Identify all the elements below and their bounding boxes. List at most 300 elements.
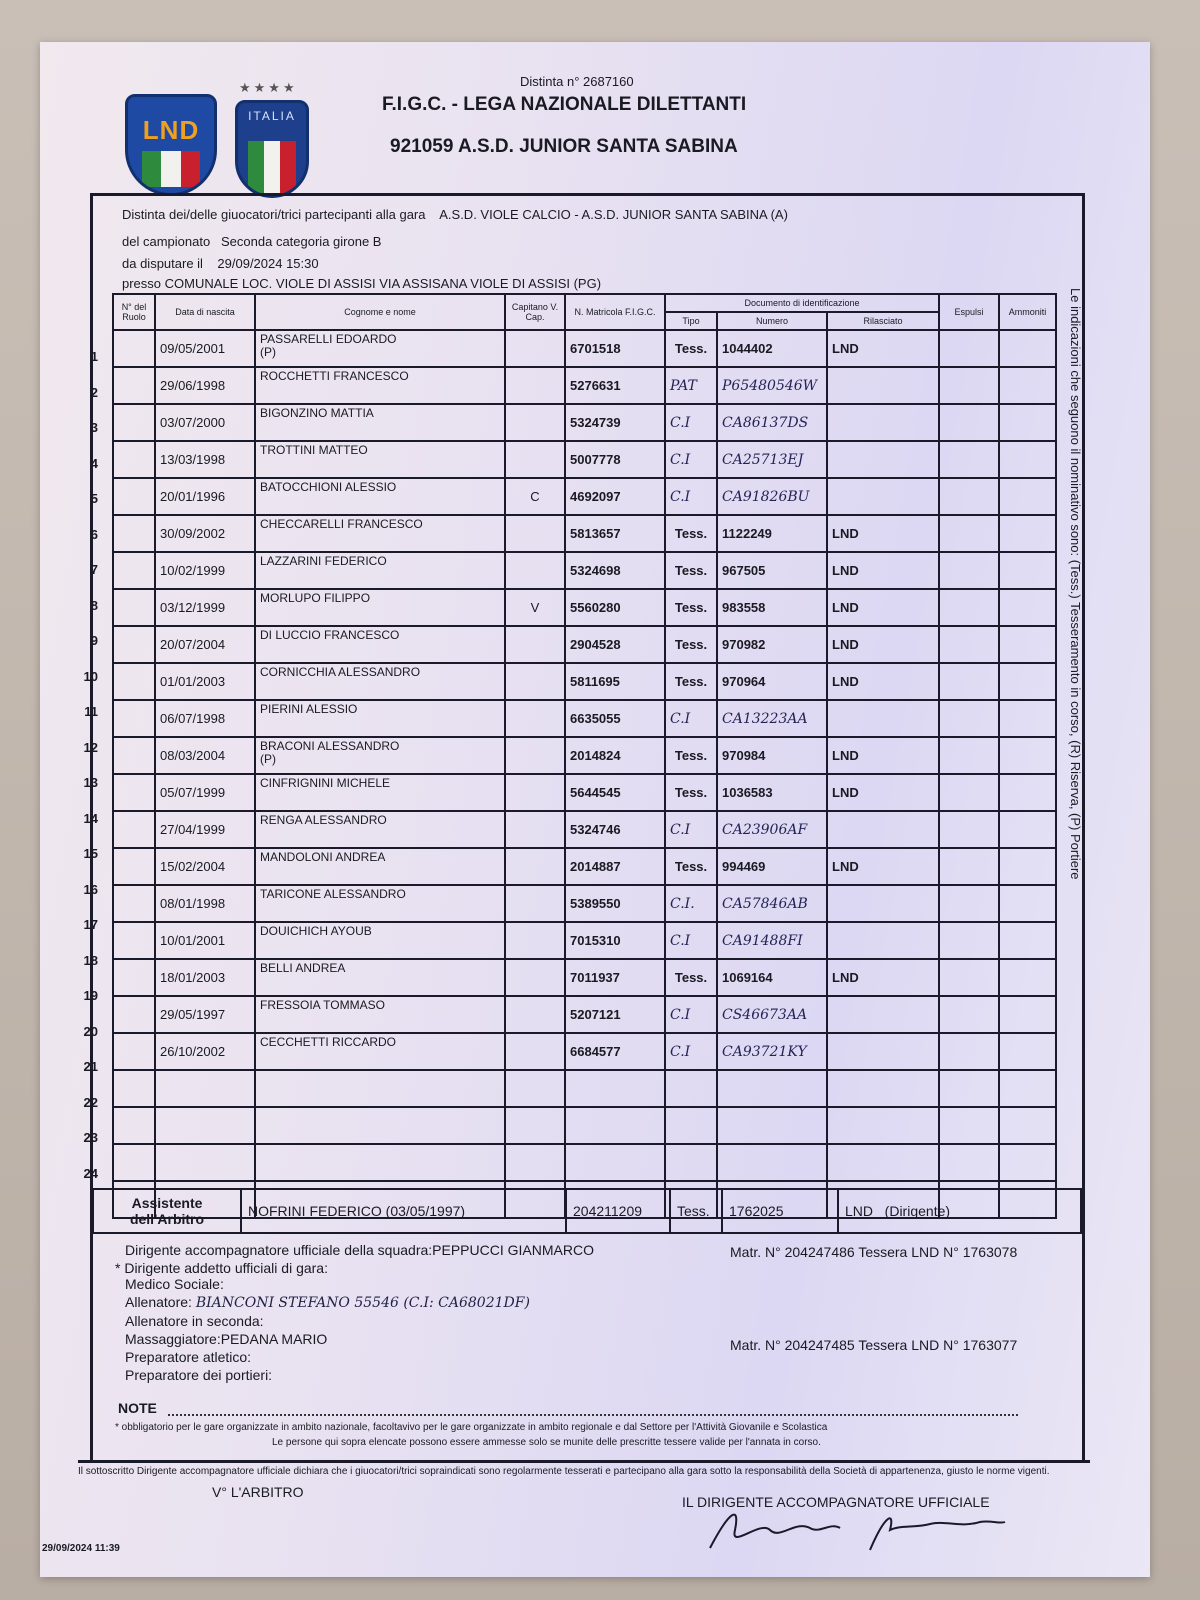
- table-row: [113, 1070, 1056, 1107]
- booked-cell: [999, 478, 1056, 515]
- captain-cell: [505, 996, 565, 1033]
- row-number: 5: [90, 491, 98, 506]
- issued-by-cell: LND: [827, 330, 939, 367]
- arbitro-label: V° L'ARBITRO: [212, 1484, 304, 1500]
- expelled-cell: [939, 1144, 999, 1181]
- ruolo-cell: [113, 1144, 155, 1181]
- expelled-cell: [939, 700, 999, 737]
- row-number: 14: [83, 810, 98, 826]
- expelled-cell: [939, 478, 999, 515]
- issued-by-cell: LND: [827, 774, 939, 811]
- doc-type-cell: Tess.: [665, 552, 717, 589]
- issued-by-cell: LND: [827, 626, 939, 663]
- doc-type-cell: [665, 1107, 717, 1144]
- dob-cell: 26/10/2002: [155, 1033, 255, 1070]
- captain-cell: [505, 515, 565, 552]
- medico-line: Medico Sociale:: [125, 1276, 224, 1292]
- ruolo-cell: [113, 552, 155, 589]
- captain-cell: [505, 1033, 565, 1070]
- name-cell: [255, 848, 505, 885]
- name-cell: [255, 589, 505, 626]
- matricola-cell: 6684577: [565, 1033, 665, 1070]
- lnd-logo-icon: [125, 94, 217, 196]
- prep-portieri-line: Preparatore dei portieri:: [125, 1367, 273, 1383]
- table-row: [113, 1107, 1056, 1144]
- assistant-ril: LND (Dirigente): [838, 1189, 1081, 1233]
- name-cell: [255, 959, 505, 996]
- assistant-numero: 1762025: [722, 1189, 838, 1233]
- dirigente-signature-label: IL DIRIGENTE ACCOMPAGNATORE UFFICIALE: [682, 1494, 990, 1510]
- dob-cell: 15/02/2004: [155, 848, 255, 885]
- issued-by-cell: [827, 700, 939, 737]
- assistant-name: NOFRINI FEDERICO (03/05/1997): [241, 1189, 566, 1233]
- side-note: [1065, 288, 1085, 938]
- player-name: RENGA ALESSANDRO: [260, 813, 387, 827]
- booked-cell: [999, 885, 1056, 922]
- expelled-cell: [939, 441, 999, 478]
- table-row: [113, 404, 1056, 441]
- ruolo-cell: [113, 589, 155, 626]
- captain-cell: C: [505, 478, 565, 515]
- matricola-cell: 5324746: [565, 811, 665, 848]
- expelled-cell: [939, 1107, 999, 1144]
- ruolo-cell: [113, 996, 155, 1033]
- table-row: [113, 1033, 1056, 1070]
- dob-cell: 01/01/2003: [155, 663, 255, 700]
- dirigente-matr: Matr. N° 204247486 Tessera LND N° 1763078: [730, 1244, 1018, 1260]
- doc-number-cell: CA91826BU: [717, 478, 827, 515]
- player-name: CORNICCHIA ALESSANDRO: [260, 665, 421, 679]
- matricola-cell: 5560280: [565, 589, 665, 626]
- booked-cell: [999, 441, 1056, 478]
- expelled-cell: [939, 1033, 999, 1070]
- doc-number-cell: [717, 1070, 827, 1107]
- booked-cell: [999, 1033, 1056, 1070]
- captain-cell: [505, 1070, 565, 1107]
- captain-cell: [505, 552, 565, 589]
- name-cell: [255, 441, 505, 478]
- issued-by-cell: [827, 1070, 939, 1107]
- dob-cell: [155, 1144, 255, 1181]
- matricola-cell: 5276631: [565, 367, 665, 404]
- captain-cell: [505, 774, 565, 811]
- booked-cell: [999, 330, 1056, 367]
- doc-type-cell: Tess.: [665, 663, 717, 700]
- booked-cell: [999, 552, 1056, 589]
- issued-by-cell: [827, 367, 939, 404]
- expelled-cell: [939, 959, 999, 996]
- expelled-cell: [939, 589, 999, 626]
- table-row: [113, 774, 1056, 811]
- obbligatorio-text: * obbligatorio per le gare organizzate in ambito nazionale, facoltavivo per le gare organizzate in ambito regionale e dal Settore per l'Attività Giovanile e Scolastica: [115, 1422, 828, 1433]
- player-name: BIGONZINO MATTIA: [260, 406, 374, 420]
- dob-cell: 08/03/2004: [155, 737, 255, 774]
- name-cell: [255, 552, 505, 589]
- separator: [78, 1460, 1090, 1463]
- prep-atletico-line: Preparatore atletico:: [125, 1349, 252, 1365]
- captain-cell: [505, 811, 565, 848]
- dob-cell: 05/07/1999: [155, 774, 255, 811]
- table-row: [113, 922, 1056, 959]
- col-numero: Numero: [717, 312, 827, 330]
- doc-type-cell: Tess.: [665, 515, 717, 552]
- col-capitano: Capitano V. Cap.: [505, 294, 565, 330]
- row-number: 19: [83, 988, 98, 1003]
- doc-type-cell: C.I: [665, 441, 717, 478]
- distinta-number: Distinta n° 2687160: [520, 74, 634, 89]
- doc-number-cell: 967505: [717, 552, 827, 589]
- row-number: 3: [90, 420, 98, 435]
- dob-cell: 29/05/1997: [155, 996, 255, 1033]
- dob-cell: 10/01/2001: [155, 922, 255, 959]
- side-note-text: Le indicazioni che seguono il nominativo sono: (Tess.) Tesseramento in corso, (R) Riserva, (P) Portiere: [1068, 288, 1083, 880]
- table-row: [113, 515, 1056, 552]
- player-name: TARICONE ALESSANDRO: [260, 887, 406, 901]
- issued-by-cell: LND: [827, 663, 939, 700]
- booked-cell: [999, 959, 1056, 996]
- italia-logo-icon: [235, 100, 309, 198]
- expelled-cell: [939, 404, 999, 441]
- assistant-row: [92, 1188, 1082, 1234]
- row-number: 15: [83, 846, 98, 861]
- matricola-cell: 2014824: [565, 737, 665, 774]
- player-name: DI LUCCIO FRANCESCO: [260, 628, 400, 642]
- expelled-cell: [939, 996, 999, 1033]
- print-timestamp: 29/09/2024 11:39: [42, 1543, 120, 1554]
- name-cell: [255, 885, 505, 922]
- issued-by-cell: [827, 1107, 939, 1144]
- doc-number-cell: 970982: [717, 626, 827, 663]
- issued-by-cell: LND: [827, 737, 939, 774]
- name-cell: [255, 626, 505, 663]
- player-name: BRACONI ALESSANDRO: [260, 739, 400, 753]
- row-number: 17: [83, 917, 98, 932]
- doc-number-cell: 1044402: [717, 330, 827, 367]
- doc-number-cell: CA93721KY: [717, 1033, 827, 1070]
- issued-by-cell: [827, 811, 939, 848]
- name-cell: [255, 700, 505, 737]
- matricola-cell: 5644545: [565, 774, 665, 811]
- captain-cell: [505, 959, 565, 996]
- matricola-cell: 5007778: [565, 441, 665, 478]
- player-name: TROTTINI MATTEO: [260, 443, 368, 457]
- row-number: 9: [90, 633, 98, 648]
- ruolo-cell: [113, 700, 155, 737]
- name-cell: [255, 811, 505, 848]
- doc-type-cell: C.I: [665, 996, 717, 1033]
- captain-cell: [505, 330, 565, 367]
- expelled-cell: [939, 774, 999, 811]
- doc-number-cell: CA13223AA: [717, 700, 827, 737]
- expelled-cell: [939, 626, 999, 663]
- issued-by-cell: [827, 441, 939, 478]
- dob-cell: 08/01/1998: [155, 885, 255, 922]
- captain-cell: [505, 626, 565, 663]
- name-cell: [255, 515, 505, 552]
- captain-cell: [505, 848, 565, 885]
- booked-cell: [999, 663, 1056, 700]
- ruolo-cell: [113, 774, 155, 811]
- doc-number-cell: CA91488FI: [717, 922, 827, 959]
- name-cell: [255, 922, 505, 959]
- booked-cell: [999, 811, 1056, 848]
- allenatore2-line: Allenatore in seconda:: [125, 1313, 264, 1329]
- matricola-cell: 5207121: [565, 996, 665, 1033]
- col-matricola: N. Matricola F.I.G.C.: [565, 294, 665, 330]
- venue-label: presso: [122, 276, 162, 291]
- doc-number-cell: 994469: [717, 848, 827, 885]
- player-name: MORLUPO FILIPPO: [260, 591, 371, 605]
- ruolo-cell: [113, 1070, 155, 1107]
- dichiarazione-text: Il sottoscritto Dirigente accompagnatore ufficiale dichiara che i giuocatori/trici sopraindicati sono regolarmente tesserati e partecipano alla gara sotto la responsabilità della Società di appartenenza, giusto le norme vigenti.: [78, 1466, 1050, 1477]
- booked-cell: [999, 922, 1056, 959]
- row-number: 18: [83, 952, 98, 968]
- doc-number-cell: P65480546W: [717, 367, 827, 404]
- doc-type-cell: Tess.: [665, 626, 717, 663]
- player-name: LAZZARINI FEDERICO: [260, 554, 387, 568]
- dob-cell: 09/05/2001: [155, 330, 255, 367]
- doc-number-cell: CA23906AF: [717, 811, 827, 848]
- issued-by-cell: [827, 1033, 939, 1070]
- matricola-cell: 5324698: [565, 552, 665, 589]
- row-number: 11: [84, 704, 98, 719]
- players-table: [112, 293, 1057, 1219]
- assistant-matr: 204211209: [566, 1189, 670, 1233]
- doc-number-cell: 1069164: [717, 959, 827, 996]
- name-cell: [255, 663, 505, 700]
- ruolo-cell: [113, 848, 155, 885]
- table-row: [113, 478, 1056, 515]
- doc-type-cell: C.I: [665, 811, 717, 848]
- dob-cell: 03/12/1999: [155, 589, 255, 626]
- row-number: 24: [83, 1165, 98, 1181]
- ruolo-cell: [113, 737, 155, 774]
- table-row: [113, 848, 1056, 885]
- issued-by-cell: [827, 885, 939, 922]
- name-cell: [255, 996, 505, 1033]
- lnd-logo-text: LND: [142, 115, 200, 145]
- note-label: NOTE: [118, 1400, 157, 1416]
- row-number: 7: [90, 562, 98, 577]
- captain-cell: [505, 367, 565, 404]
- col-tipo: Tipo: [665, 312, 717, 330]
- row-number: 21: [83, 1059, 98, 1074]
- booked-cell: [999, 737, 1056, 774]
- campionato-value: Seconda categoria girone B: [221, 234, 382, 249]
- ruolo-cell: [113, 330, 155, 367]
- signature-icon: [700, 1500, 1020, 1560]
- name-cell: [255, 774, 505, 811]
- col-espulsi: Espulsi: [939, 294, 999, 330]
- issued-by-cell: LND: [827, 515, 939, 552]
- dob-cell: 30/09/2002: [155, 515, 255, 552]
- ruolo-cell: [113, 515, 155, 552]
- row-number: 4: [90, 455, 98, 471]
- booked-cell: [999, 367, 1056, 404]
- table-row: [113, 589, 1056, 626]
- doc-type-cell: C.I: [665, 700, 717, 737]
- row-number: 6: [90, 526, 98, 542]
- expelled-cell: [939, 848, 999, 885]
- doc-type-cell: Tess.: [665, 959, 717, 996]
- table-row: [113, 441, 1056, 478]
- ruolo-cell: [113, 811, 155, 848]
- expelled-cell: [939, 885, 999, 922]
- player-name: BELLI ANDREA: [260, 961, 346, 975]
- table-row: [113, 811, 1056, 848]
- ruolo-cell: [113, 626, 155, 663]
- captain-cell: [505, 441, 565, 478]
- col-ruolo: N° del Ruolo: [113, 294, 155, 330]
- dob-cell: 27/04/1999: [155, 811, 255, 848]
- booked-cell: [999, 700, 1056, 737]
- player-name: FRESSOIA TOMMASO: [260, 998, 385, 1012]
- team-title: 921059 A.S.D. JUNIOR SANTA SABINA: [390, 136, 738, 157]
- table-row: [113, 737, 1056, 774]
- matricola-cell: 6701518: [565, 330, 665, 367]
- captain-cell: V: [505, 589, 565, 626]
- name-cell: [255, 1144, 505, 1181]
- table-row: [113, 700, 1056, 737]
- player-name: CINFRIGNINI MICHELE: [260, 776, 391, 790]
- massaggiatore-matr: Matr. N° 204247485 Tessera LND N° 1763077: [730, 1337, 1018, 1353]
- dob-cell: [155, 1070, 255, 1107]
- doc-type-cell: [665, 1144, 717, 1181]
- doc-type-cell: [665, 1070, 717, 1107]
- ruolo-cell: [113, 478, 155, 515]
- table-row: [113, 1144, 1056, 1181]
- row-number: 22: [83, 1094, 98, 1110]
- doc-number-cell: CA57846AB: [717, 885, 827, 922]
- name-cell: [255, 478, 505, 515]
- issued-by-cell: [827, 996, 939, 1033]
- booked-cell: [999, 848, 1056, 885]
- col-documento: Documento di identificazione: [665, 294, 939, 312]
- table-row: [113, 626, 1056, 663]
- doc-number-cell: [717, 1107, 827, 1144]
- doc-type-cell: C.I: [665, 478, 717, 515]
- issued-by-cell: [827, 1144, 939, 1181]
- table-row: [113, 663, 1056, 700]
- match-line: [122, 207, 788, 222]
- table-row: [113, 552, 1056, 589]
- doc-number-cell: 1122249: [717, 515, 827, 552]
- doc-number-cell: 1036583: [717, 774, 827, 811]
- dob-cell: 06/07/1998: [155, 700, 255, 737]
- matricola-cell: 2014887: [565, 848, 665, 885]
- dob-cell: 20/01/1996: [155, 478, 255, 515]
- table-row: [113, 959, 1056, 996]
- booked-cell: [999, 515, 1056, 552]
- doc-number-cell: 983558: [717, 589, 827, 626]
- doc-number-cell: 970964: [717, 663, 827, 700]
- doc-type-cell: Tess.: [665, 848, 717, 885]
- expelled-cell: [939, 663, 999, 700]
- row-number: 16: [83, 881, 98, 897]
- assistant-label-2: dell'Arbitro: [129, 1211, 205, 1227]
- allenatore-label: Allenatore:: [125, 1294, 192, 1310]
- booked-cell: [999, 996, 1056, 1033]
- row-number: 20: [83, 1023, 98, 1039]
- italia-logo-text: ITALIA: [248, 109, 296, 123]
- persone-text: Le persone qui sopra elencate possono essere ammesse solo se munite delle prescritte tessere valide per l'annata in corso.: [272, 1437, 821, 1448]
- allenatore-line: [125, 1294, 530, 1311]
- player-role: (P): [260, 752, 276, 766]
- doc-type-cell: C.I: [665, 922, 717, 959]
- issued-by-cell: LND: [827, 589, 939, 626]
- doc-type-cell: Tess.: [665, 330, 717, 367]
- doc-type-cell: Tess.: [665, 737, 717, 774]
- match-label: Distinta dei/delle giuocatori/trici partecipanti alla gara: [122, 207, 426, 222]
- date-value: 29/09/2024 15:30: [217, 256, 319, 271]
- issued-by-cell: LND: [827, 848, 939, 885]
- venue-value: COMUNALE LOC. VIOLE DI ASSISI VIA ASSISANA VIOLE DI ASSISI (PG): [164, 276, 602, 291]
- dob-cell: 03/07/2000: [155, 404, 255, 441]
- expelled-cell: [939, 515, 999, 552]
- ruolo-cell: [113, 959, 155, 996]
- ruolo-cell: [113, 885, 155, 922]
- captain-cell: [505, 922, 565, 959]
- expelled-cell: [939, 737, 999, 774]
- table-row: [113, 996, 1056, 1033]
- issued-by-cell: LND: [827, 552, 939, 589]
- player-name: PIERINI ALESSIO: [260, 702, 358, 716]
- stars-icon: ★★★★: [239, 80, 298, 95]
- dob-cell: 20/07/2004: [155, 626, 255, 663]
- doc-number-cell: [717, 1144, 827, 1181]
- ruolo-cell: [113, 1107, 155, 1144]
- match-name: A.S.D. VIOLE CALCIO - A.S.D. JUNIOR SANTA SABINA (A): [439, 207, 788, 222]
- addetto-line: * Dirigente addetto ufficiali di gara:: [115, 1260, 328, 1276]
- note-line: [168, 1414, 1018, 1416]
- venue-line: [122, 276, 601, 291]
- dob-cell: 29/06/1998: [155, 367, 255, 404]
- row-number: 1: [90, 349, 98, 364]
- booked-cell: [999, 1144, 1056, 1181]
- matricola-cell: 7011937: [565, 959, 665, 996]
- ruolo-cell: [113, 367, 155, 404]
- allenatore-value: BIANCONI STEFANO 55546 (C.I: CA68021DF): [195, 1295, 530, 1311]
- matricola-cell: 5811695: [565, 663, 665, 700]
- ruolo-cell: [113, 441, 155, 478]
- date-label: da disputare il: [122, 256, 203, 271]
- booked-cell: [999, 626, 1056, 663]
- row-number: 8: [90, 597, 98, 613]
- table-row: [113, 885, 1056, 922]
- ruolo-cell: [113, 922, 155, 959]
- doc-type-cell: Tess.: [665, 774, 717, 811]
- name-cell: [255, 737, 505, 774]
- doc-number-cell: CS46673AA: [717, 996, 827, 1033]
- player-name: PASSARELLI EDOARDO: [260, 332, 397, 346]
- col-ammoniti: Ammoniti: [999, 294, 1056, 330]
- ruolo-cell: [113, 663, 155, 700]
- date-line: [122, 256, 319, 271]
- logos: [125, 80, 325, 200]
- player-role: (P): [260, 345, 276, 359]
- expelled-cell: [939, 330, 999, 367]
- doc-type-cell: C.I.: [665, 885, 717, 922]
- ruolo-cell: [113, 404, 155, 441]
- dob-cell: 10/02/1999: [155, 552, 255, 589]
- matricola-cell: 4692097: [565, 478, 665, 515]
- matricola-cell: 5324739: [565, 404, 665, 441]
- matricola-cell: [565, 1070, 665, 1107]
- player-name: BATOCCHIONI ALESSIO: [260, 480, 397, 494]
- dob-cell: 18/01/2003: [155, 959, 255, 996]
- doc-number-cell: 970984: [717, 737, 827, 774]
- doc-type-cell: C.I: [665, 404, 717, 441]
